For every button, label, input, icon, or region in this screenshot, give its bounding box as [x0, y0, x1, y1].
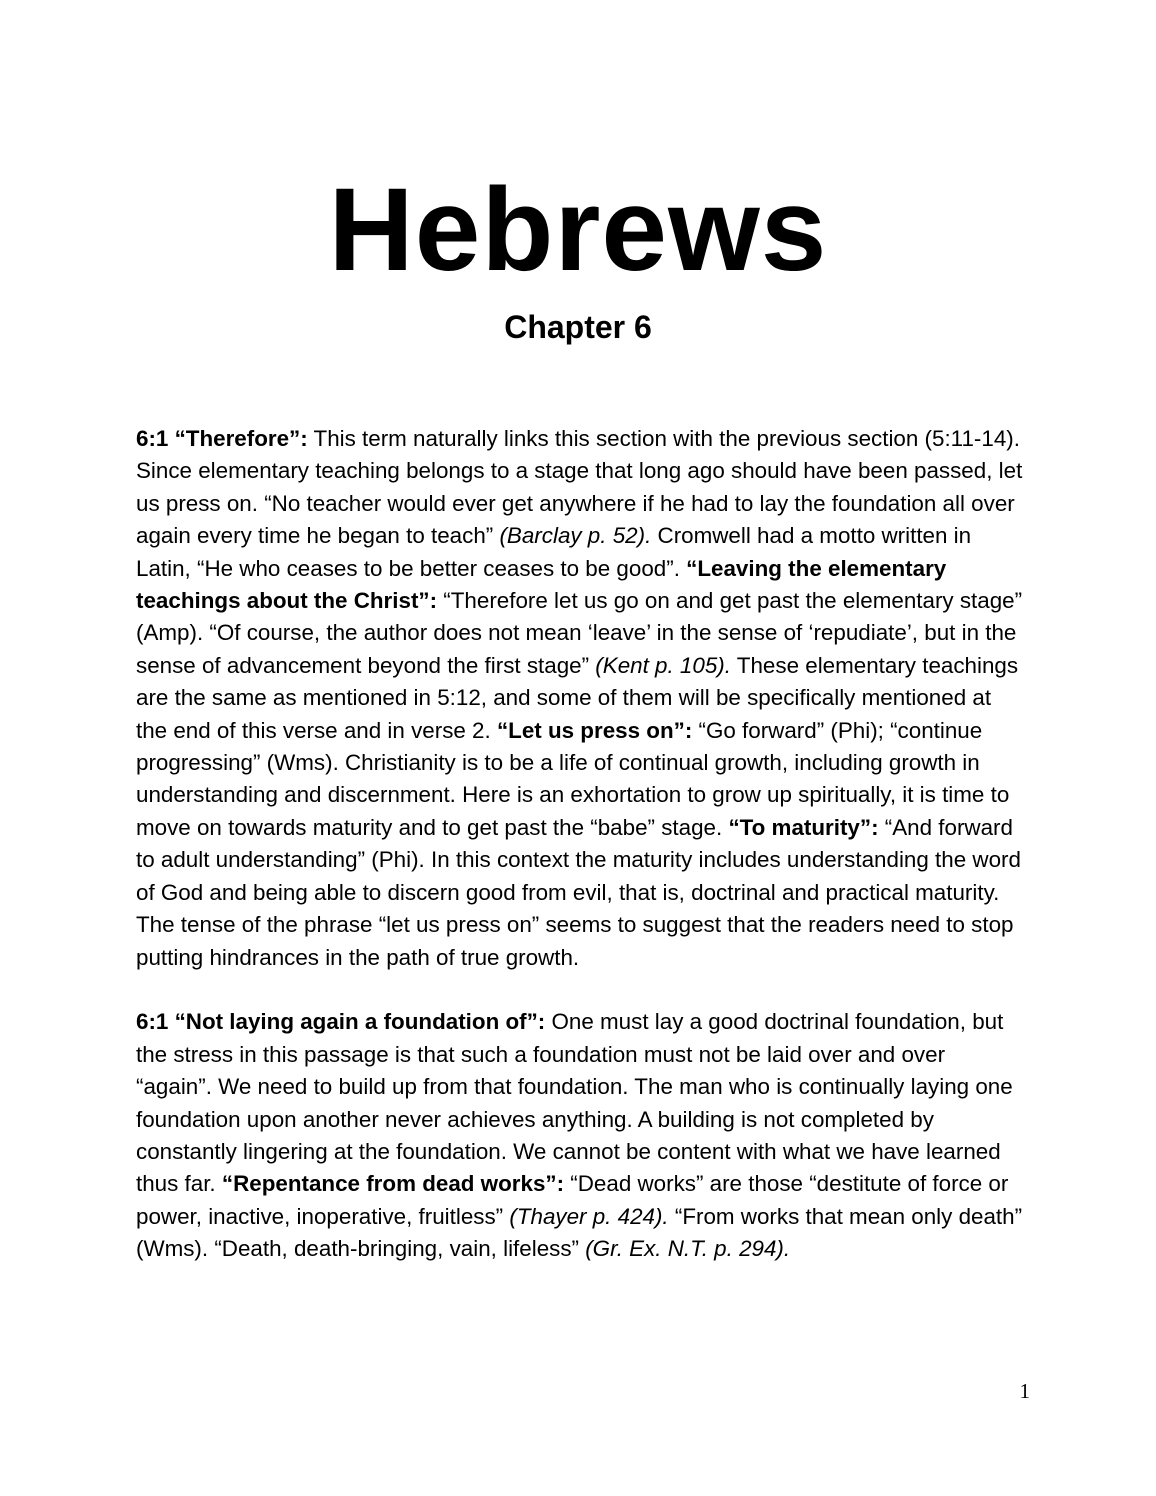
citation: (Barclay p. 52). — [499, 523, 652, 549]
paragraph-text: “Therefore let us go on and get past the elementary stage” (Amp). “Of course, the author does not mean ‘leave’ in the sense of ‘repudiate’, but in the sense of advancement beyond the first stage” — [136, 588, 1023, 678]
paragraph-text: “Go forward” (Phi); “continue progressing” (Wms). Christianity is to be a life of continual growth, including growth in understanding and discernment. Here is an exhortation to grow up spiritually, it is time to move on towards maturity and to get past the “babe” stage. — [136, 717, 1010, 840]
phrase-heading: “To maturity”: — [728, 814, 879, 840]
citation: (Thayer p. 424). — [509, 1203, 669, 1229]
paragraph-text: These elementary teachings are the same as mentioned in 5:12, and some of them will be specifically mentioned at the end of this verse and in verse 2. — [136, 652, 1019, 743]
document-title: Hebrews — [328, 164, 828, 296]
paragraph-text: One must lay a good doctrinal foundation, but the stress in this passage is that such a foundation must not be laid over and over “again”. We need to build up from that foundation. The man who is continually laying one foundation upon another never achieves anything. A building is not completed by constantly lingering at the foundation. We cannot be content with what we have learned thus far. — [136, 1009, 1013, 1197]
commentary-body — [136, 423, 1026, 1298]
paragraph-text: This term naturally links this section with the previous section (5:11-14). Since elementary teaching belongs to a stage that long ago should have been passed, let us press on. “No teacher would ever get anywhere if he had to lay the foundation all over again every time he began to teach” — [136, 426, 1023, 549]
paragraph-text: “From works that mean only death” (Wms). “Death, death-bringing, vain, lifeless” — [136, 1203, 1023, 1262]
paragraph-text: Cromwell had a motto written in Latin, “He who ceases to be better ceases to be good”. — [136, 523, 972, 581]
citation: (Kent p. 105). — [595, 652, 731, 678]
phrase-heading: “Leaving the elementary teachings about the Christ”: — [136, 555, 947, 614]
paragraph-text: “Dead works” are those “destitute of force or power, inactive, inoperative, fruitless” — [136, 1171, 1009, 1229]
page-number: 1 — [1019, 1379, 1030, 1403]
verse-heading: 6:1 “Therefore”: — [136, 426, 308, 451]
phrase-heading: “Repentance from dead works”: — [221, 1171, 565, 1197]
paragraph-6-1-therefore — [136, 423, 1026, 974]
chapter-heading: Chapter 6 — [504, 309, 652, 345]
verse-heading: 6:1 “Not laying again a foundation of”: — [136, 1009, 546, 1035]
phrase-heading: “Let us press on”: — [496, 717, 693, 743]
paragraph-text: “And forward to adult understanding” (Phi). In this context the maturity includes understanding the word of God and being able to discern good from evil, that is, doctrinal and practical maturity. The tense of the phrase “let us press on” seems to suggest that the readers need to stop putting hindrances in the path of true growth. — [136, 814, 1021, 970]
paragraph-6-1-foundation — [136, 1006, 1026, 1265]
citation: (Gr. Ex. N.T. p. 294). — [585, 1236, 791, 1262]
